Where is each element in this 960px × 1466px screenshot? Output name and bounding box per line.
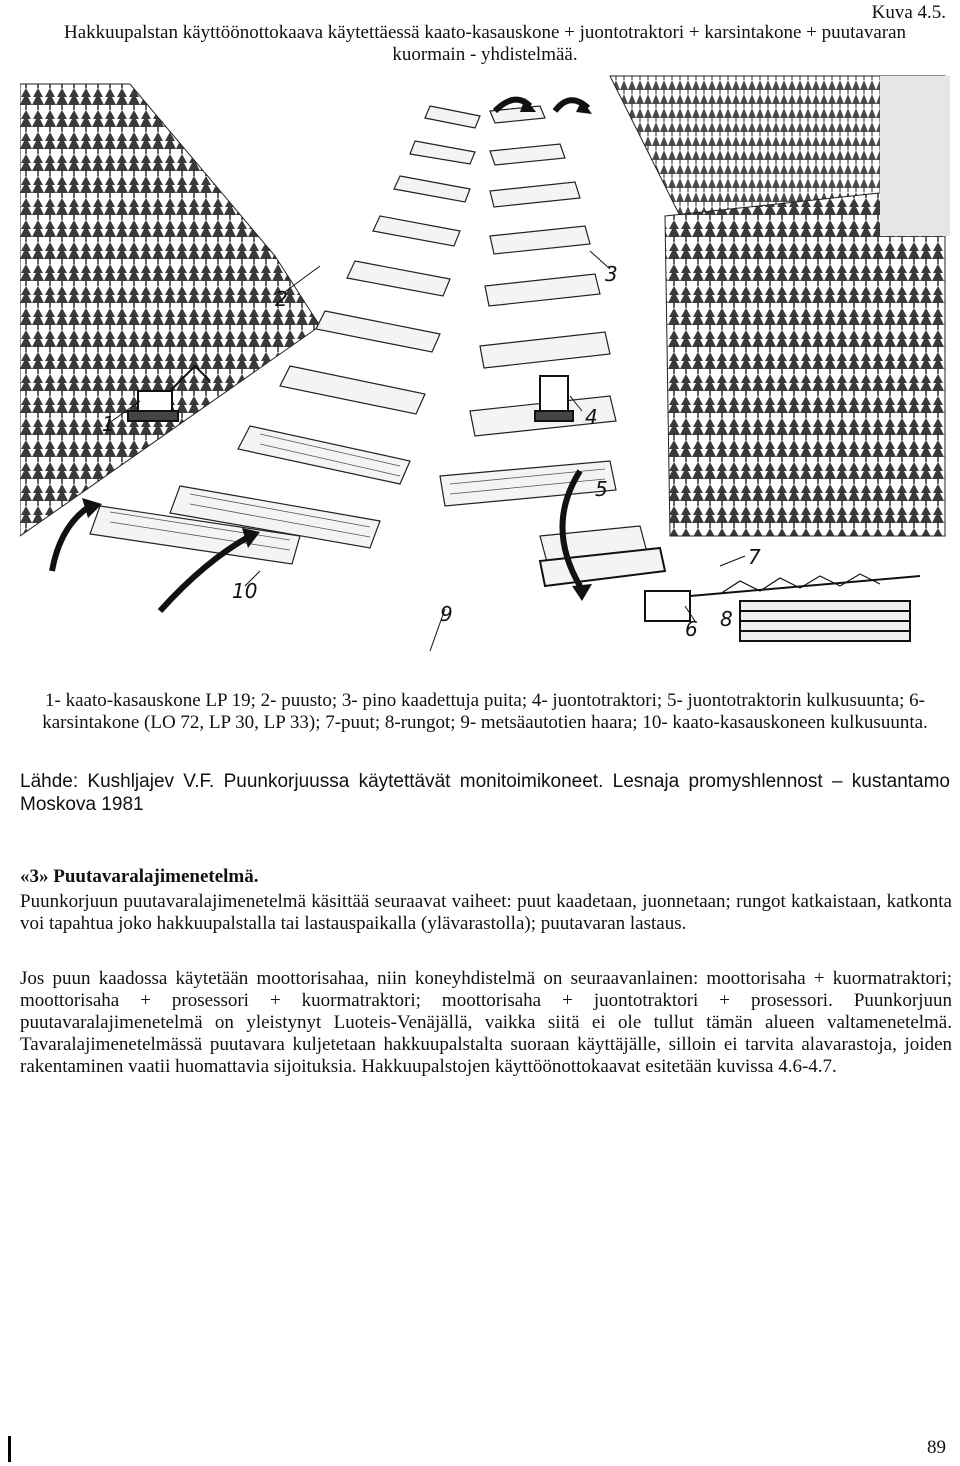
number-7: 7 — [748, 545, 761, 569]
page-number: 89 — [927, 1437, 946, 1458]
number-10: 10 — [232, 579, 258, 603]
number-4: 4 — [585, 405, 598, 429]
number-5: 5 — [595, 477, 608, 501]
number-3: 3 — [605, 262, 618, 286]
number-9: 9 — [440, 602, 453, 626]
number-6: 6 — [685, 617, 698, 641]
source-reference: Lähde: Kushljajev V.F. Puunkorjuussa käytettävät monitoimikoneet. Lesnaja promyshlennost – kustantamo Moskova 1981 — [20, 771, 950, 815]
paragraph-2: Jos puun kaadossa käytetään moottorisahaa, niin koneyhdistelmä on seuraavanlainen: moottorisaha + kuormatraktori; moottorisaha + prosessori + kuormatraktori; moottorisaha + juontotraktori + prosessori. Puunkorjuun puutavaralajimenetelmä on yleistynyt Luoteis-Venäjällä, vaikka siitä ei ole tullut tämän alueen valtamenetelmä. Tavaralajimenetelmässä puutavara kuljetetaan hakkuupalstalta suoraan käyttäjälle, silloin ei tarvita alavarastoja, joiden rakentaminen vaatii huomattavia sijoituksia. Hakkuupalstojen käyttöönottokaavat esitetään kuvissa 4.6-4.7. — [20, 968, 952, 1077]
skidder — [535, 376, 573, 421]
logging-scheme-illustration — [20, 66, 960, 666]
number-2: 2 — [275, 287, 288, 311]
paragraph-1: Puunkorjuun puutavaralajimenetelmä käsittää seuraavat vaiheet: puut kaadetaan, juonnetaan; rungot katkaistaan, katkonta voi tapahtua joko hakkuupalstalla tai lastauspaikalla (ylävarastolla); puutavaran lastaus. — [20, 891, 952, 934]
number-1: 1 — [102, 412, 115, 436]
number-8: 8 — [720, 607, 733, 631]
right-forest — [665, 186, 945, 536]
section-heading: «3» Puutavaralajimenetelmä. — [20, 866, 259, 887]
figure-caption: Hakkuupalstan käyttöönottokaava käytettäessä kaato-kasauskone + juontotraktori + karsintakone + puutavaran kuormain - yhdistelmää. — [63, 22, 907, 65]
text-cursor — [8, 1436, 11, 1462]
figure-label: Kuva 4.5. — [871, 2, 946, 23]
figure-legend: 1- kaato-kasauskone LP 19; 2- puusto; 3- pino kaadettuja puita; 4- juontotraktori; 5- juontotraktorin kulkusuunta; 6- karsintakone (LO 72, LP 30, LP 33); 7-puut; 8-rungot; 9- metsäautotien haara; 10- kaato-kasauskoneen kulkusuunta. — [42, 690, 928, 733]
